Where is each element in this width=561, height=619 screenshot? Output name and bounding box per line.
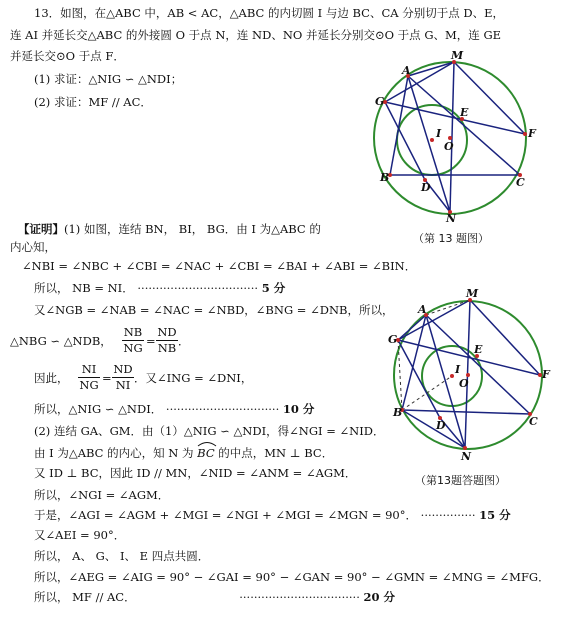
label-e: E bbox=[460, 106, 469, 119]
label-g: G bbox=[375, 95, 385, 108]
label-f: F bbox=[528, 127, 536, 140]
proof-p2b-post: 的中点，MN ⊥ BC． bbox=[218, 446, 334, 460]
score-5: 5 分 bbox=[261, 281, 286, 295]
proof-p1g-pre: 因此， bbox=[34, 371, 69, 385]
label2-a: A bbox=[418, 303, 427, 316]
label-c: C bbox=[516, 176, 525, 189]
proof-p2f: 又∠AEI = 90°． bbox=[34, 528, 126, 542]
proof-p1f-pre: △NBG ∽ △NDB， bbox=[10, 334, 112, 348]
proof-p2h: 所以，∠AEG = ∠AIG = 90° − ∠GAI = 90° − ∠GAN = 90° − ∠GMN = ∠MNG = ∠MFG． bbox=[34, 570, 550, 584]
figure-2-caption: （第13题答题图） bbox=[415, 474, 506, 487]
proof-part-1-line-a bbox=[18, 222, 321, 237]
proof-p2i: 所以， MF // AC． bbox=[34, 590, 136, 604]
figure-1-caption: （第 13 题图） bbox=[413, 232, 489, 245]
label2-e: E bbox=[474, 343, 483, 356]
figure-1 bbox=[370, 50, 555, 225]
label2-m: M bbox=[466, 288, 479, 300]
frac1-num-right: ND bbox=[157, 325, 177, 339]
proof-title: 【证明】 bbox=[18, 222, 64, 236]
label-d: D bbox=[421, 181, 431, 194]
frac2-num-left: NI bbox=[78, 362, 100, 378]
frac1-num-left: NB bbox=[123, 325, 143, 339]
proof-p2g: 所以， A、 G、 I、 E 四点共圆． bbox=[34, 549, 210, 563]
proof-p1b: 内心知， bbox=[10, 240, 56, 254]
problem-line-2: 连 AI 并延长交△ABC 的外接圆 O 于点 N，连 ND、NO 并延长分别交⊙O 于点 G、M，连 GE bbox=[10, 28, 502, 42]
label2-b: B bbox=[393, 406, 403, 419]
frac1-den-left: NG bbox=[123, 341, 143, 355]
arc-symbol bbox=[197, 441, 217, 447]
proof-p2e: 于是，∠AGI = ∠AGM + ∠MGI = ∠NGI + ∠MGI = ∠MGN = 90°． bbox=[34, 508, 418, 522]
question-1: (1) 求证：△NIG ∽ △NDI； bbox=[34, 72, 183, 86]
question-2: (2) 求证：MF // AC． bbox=[34, 95, 152, 109]
label2-f: F bbox=[542, 368, 550, 381]
frac1-den-right: NB bbox=[157, 341, 177, 355]
proof-p1g-post: ．又∠ING = ∠DNI， bbox=[134, 371, 253, 385]
proof-p2c: 又 ID ⊥ BC，因此 ID // MN，∠NID = ∠ANM = ∠AGM． bbox=[34, 466, 357, 480]
label-i: I bbox=[436, 127, 442, 140]
label-n: N bbox=[446, 212, 457, 225]
label2-d: D bbox=[436, 419, 446, 432]
label2-i: I bbox=[455, 363, 461, 376]
proof-step-20: 所以， MF // AC． ································· 20 分 bbox=[34, 590, 396, 604]
score-10: 10 分 bbox=[282, 402, 315, 416]
proof-p2b bbox=[34, 446, 333, 461]
proof-p2b-arc: BC bbox=[197, 446, 215, 460]
figure-2 bbox=[385, 288, 555, 468]
problem-line-3: 并延长交⊙O 于点 F． bbox=[10, 49, 125, 63]
label-a: A bbox=[402, 64, 411, 77]
proof-p2a: (2) 连结 GA、GM．由（1）△NIG ∽ △NDI，得∠NGI = ∠NID． bbox=[34, 424, 385, 438]
proof-step-5: 所以， NB = NI． ································· 5 分 bbox=[34, 281, 286, 295]
label2-o: O bbox=[459, 377, 469, 390]
score-20: 20 分 bbox=[363, 590, 396, 604]
frac2-den-right: NI bbox=[115, 378, 131, 392]
proof-p1c: ∠NBI = ∠NBC + ∠CBI = ∠NAC + ∠CBI = ∠BAI + ∠ABI = ∠BIN． bbox=[22, 259, 417, 273]
problem-line-1: 13．如图，在△ABC 中，AB < AC，△ABC 的内切圆 I 与边 BC、CA 分别切于点 D、E， bbox=[34, 6, 504, 20]
label-m: M bbox=[451, 50, 464, 62]
label-o: O bbox=[444, 140, 454, 153]
proof-p1h: 所以，△NIG ∽ △NDI． bbox=[34, 402, 163, 416]
proof-p1e: 又∠NGB = ∠NAB = ∠NAC = ∠NBD，∠BNG = ∠DNB，所以， bbox=[34, 303, 394, 317]
proof-step-10: 所以，△NIG ∽ △NDI． ······························· 10 分 bbox=[34, 402, 315, 416]
proof-p1d: 所以， NB = NI． bbox=[34, 281, 134, 295]
proof-p2d: 所以，∠NGI = ∠AGM． bbox=[34, 488, 170, 502]
proof-p2b-pre: 由 I 为△ABC 的内心，知 N 为 bbox=[34, 446, 194, 460]
label2-c: C bbox=[529, 415, 538, 428]
score-15: 15 分 bbox=[479, 508, 511, 522]
label2-g: G bbox=[388, 333, 398, 346]
proof-p1a: (1) 如图，连结 BN， BI， BG．由 I 为△ABC 的 bbox=[64, 222, 321, 236]
label-b: B bbox=[380, 171, 390, 184]
frac2-den-left: NG bbox=[79, 378, 99, 392]
frac2-num-right: ND bbox=[113, 362, 133, 376]
label2-n: N bbox=[461, 450, 472, 463]
proof-step-15: 于是，∠AGI = ∠AGM + ∠MGI = ∠NGI + ∠MGI = ∠MGN = 90°． ··············· 15 分 bbox=[34, 508, 511, 522]
